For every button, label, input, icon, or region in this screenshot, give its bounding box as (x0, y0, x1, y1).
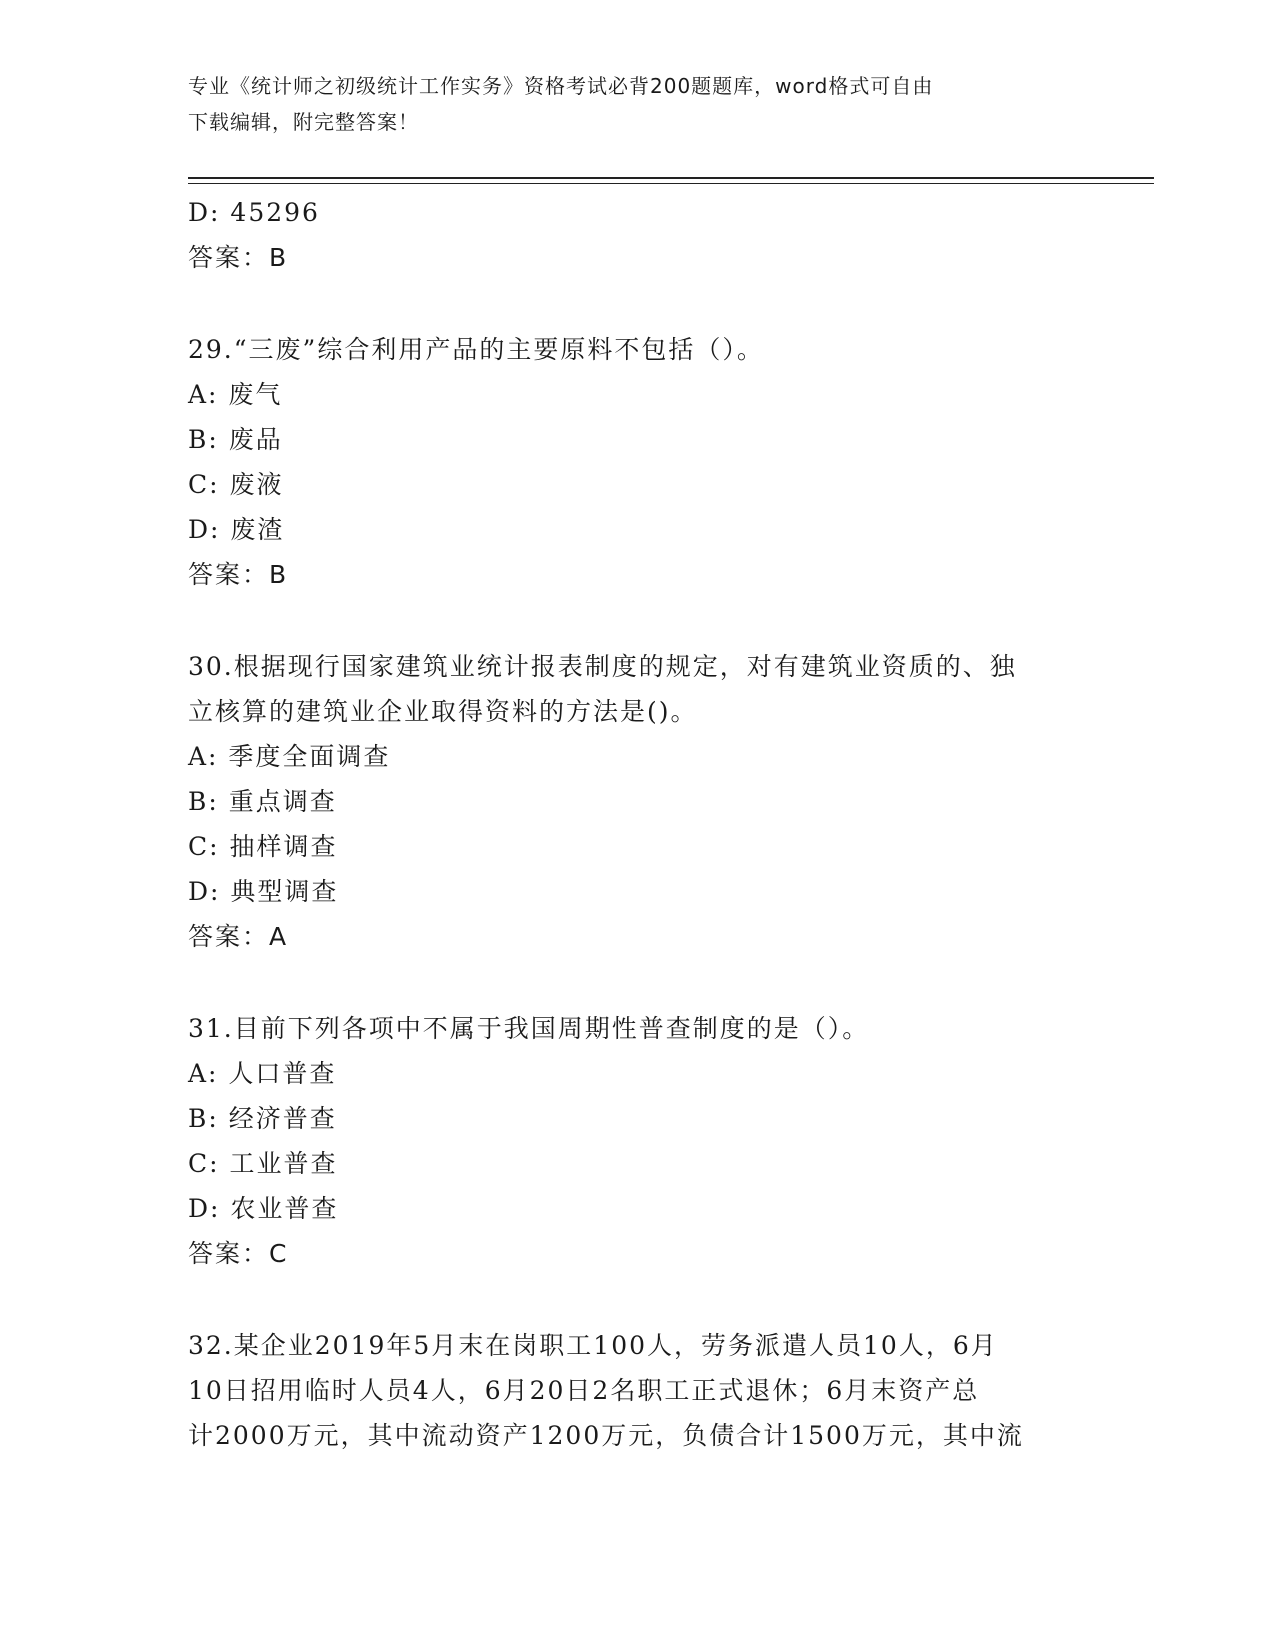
option-line: A: 人口普查 (188, 1059, 337, 1088)
question-block (188, 327, 1088, 597)
header-line: 专业《统计师之初级统计工作实务》资格考试必背200题题库，word格式可自由 (188, 74, 934, 98)
option-line: C: 工业普查 (188, 1149, 338, 1178)
question-block (188, 1006, 1088, 1276)
question-text: 31.目前下列各项中不属于我国周期性普查制度的是（）。 (188, 1014, 870, 1043)
question-block (188, 644, 1088, 959)
question-block (188, 1323, 1088, 1458)
header-rule (188, 177, 1154, 179)
answer-line: 答案：B (188, 243, 289, 272)
question-gap (188, 959, 1088, 1006)
document-header (188, 68, 1078, 140)
answer-line: 答案：B (188, 560, 289, 589)
question-gap (188, 280, 1088, 327)
question-text: 32.某企业2019年5月末在岗职工100人，劳务派遣人员10人，6月 (188, 1331, 998, 1360)
question-text: 立核算的建筑业企业取得资料的方法是()。 (188, 697, 698, 726)
option-line: A: 季度全面调查 (188, 742, 391, 771)
question-text: 29.“三废”综合利用产品的主要原料不包括（）。 (188, 335, 764, 364)
question-text: 30.根据现行国家建筑业统计报表制度的规定，对有建筑业资质的、独 (188, 652, 1017, 681)
option-line: D: 45296 (188, 198, 320, 227)
option-line: C: 抽样调查 (188, 832, 338, 861)
option-line: B: 经济普查 (188, 1104, 337, 1133)
header-line: 下载编辑，附完整答案！ (188, 110, 419, 134)
question-gap (188, 597, 1088, 644)
option-line: D: 废渣 (188, 515, 285, 544)
option-line: B: 重点调查 (188, 787, 337, 816)
header-rule (188, 183, 1154, 184)
option-line: C: 废液 (188, 470, 284, 499)
question-text: 计2000万元，其中流动资产1200万元，负债合计1500万元，其中流 (188, 1421, 1024, 1450)
question-text: 10日招用临时人员4人，6月20日2名职工正式退休；6月末资产总 (188, 1376, 980, 1405)
answer-line: 答案：C (188, 1239, 289, 1268)
question-content (188, 190, 1088, 1458)
question-gap (188, 1276, 1088, 1323)
question-block (188, 190, 1088, 280)
option-line: B: 废品 (188, 425, 283, 454)
option-line: D: 典型调查 (188, 877, 339, 906)
answer-line: 答案：A (188, 922, 289, 951)
option-line: D: 农业普查 (188, 1194, 339, 1223)
option-line: A: 废气 (188, 380, 283, 409)
